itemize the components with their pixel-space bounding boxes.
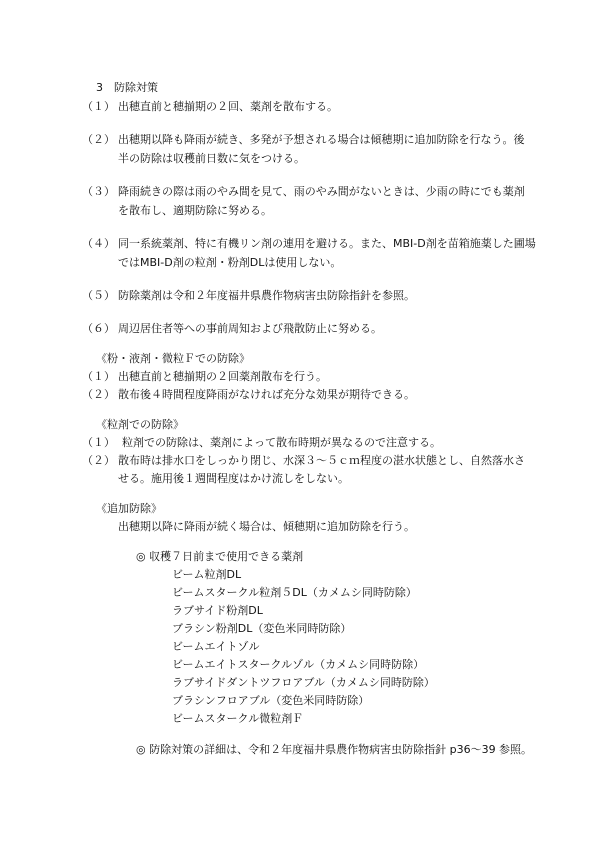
item-2-text: 出穂期以降も降雨が続き、多発が予想される場合は傾穂期に追加防除を行なう。後	[118, 133, 525, 146]
product-item: ビームスタークル粒剤５DL（カメムシ同時防除）	[172, 586, 417, 599]
item-5-number: （５）	[82, 289, 115, 302]
product-item: ラブサイドダントツフロアブル（カメムシ同時防除）	[172, 676, 435, 689]
product-item: ビームスタークル微粒剤Ｆ	[172, 712, 304, 725]
item-5-text: 防除薬剤は令和２年度福井県農作物病害虫防除指針を参照。	[118, 289, 415, 302]
granule-item-1-number: （１）	[82, 436, 115, 449]
product-item: ビームエイトゾル	[172, 640, 260, 653]
granule-item-1-text: 粒剤での防除は、薬剤によって散布時期が異なるので注意する。	[122, 436, 441, 449]
section-heading: 3 防除対策	[96, 81, 158, 94]
item-2-number: （２）	[82, 133, 115, 146]
powder-item-2-text: 散布後４時間程度降雨がなければ充分な効果が期待できる。	[118, 388, 415, 401]
granule-item-2-text-cont: せる。施用後１週間程度はかけ流しをしない。	[118, 472, 349, 485]
product-item: ブラシン粉剤DL（変色米同時防除）	[172, 622, 352, 635]
item-1-text: 出穂直前と穂揃期の２回、薬剤を散布する。	[118, 100, 338, 113]
item-4-text: 同一系統薬剤、特に有機リン剤の連用を避ける。また、MBI-D剤を苗箱施薬した圃場	[118, 237, 536, 250]
product-item: ビームエイトスタークルゾル（カメムシ同時防除）	[172, 658, 425, 671]
product-item: ビーム粒剤DL	[172, 568, 242, 581]
item-4-text-cont: ではMBI-D剤の粒剤・粉剤DLは使用しない。	[118, 256, 342, 269]
item-2-text-cont: 半の防除は収穫前日数に気をつける。	[118, 152, 305, 165]
item-1-number: （１）	[82, 100, 115, 113]
powder-section-title: 《粉・液剤・微粒Ｆでの防除》	[96, 352, 250, 365]
item-6-text: 周辺居住者等への事前周知および飛散防止に努める。	[118, 322, 382, 335]
powder-item-1-number: （１）	[82, 370, 115, 383]
product-item: ブラシンフロアブル（変色米同時防除）	[172, 694, 370, 707]
powder-item-1-text: 出穂直前と穂揃期の２回薬剤散布を行う。	[118, 370, 327, 383]
item-6-number: （６）	[82, 322, 115, 335]
granule-section-title: 《粒剤での防除》	[96, 418, 184, 431]
item-3-text-cont: を散布し、適期防除に努める。	[118, 204, 272, 217]
item-3-number: （３）	[82, 185, 115, 198]
product-list-title: ◎ 収穫７日前まで使用できる薬剤	[136, 550, 304, 563]
reference-note: ◎ 防除対策の詳細は、令和２年度福井県農作物病害虫防除指針 p36～39 参照。	[136, 743, 533, 756]
powder-item-2-number: （２）	[82, 388, 115, 401]
item-4-number: （４）	[82, 237, 115, 250]
product-item: ラブサイド粉剤DL	[172, 604, 263, 617]
granule-item-2-text: 散布時は排水口をしっかり閉じ、水深３～５ｃｍ程度の湛水状態とし、自然落水さ	[118, 454, 525, 467]
additional-section-title: 《追加防除》	[96, 502, 162, 515]
granule-item-2-number: （２）	[82, 454, 115, 467]
item-3-text: 降雨続きの際は雨のやみ間を見て、雨のやみ間がないときは、少雨の時にでも薬剤	[118, 185, 525, 198]
additional-text: 出穂期以降に降雨が続く場合は、傾穂期に追加防除を行う。	[118, 520, 415, 533]
